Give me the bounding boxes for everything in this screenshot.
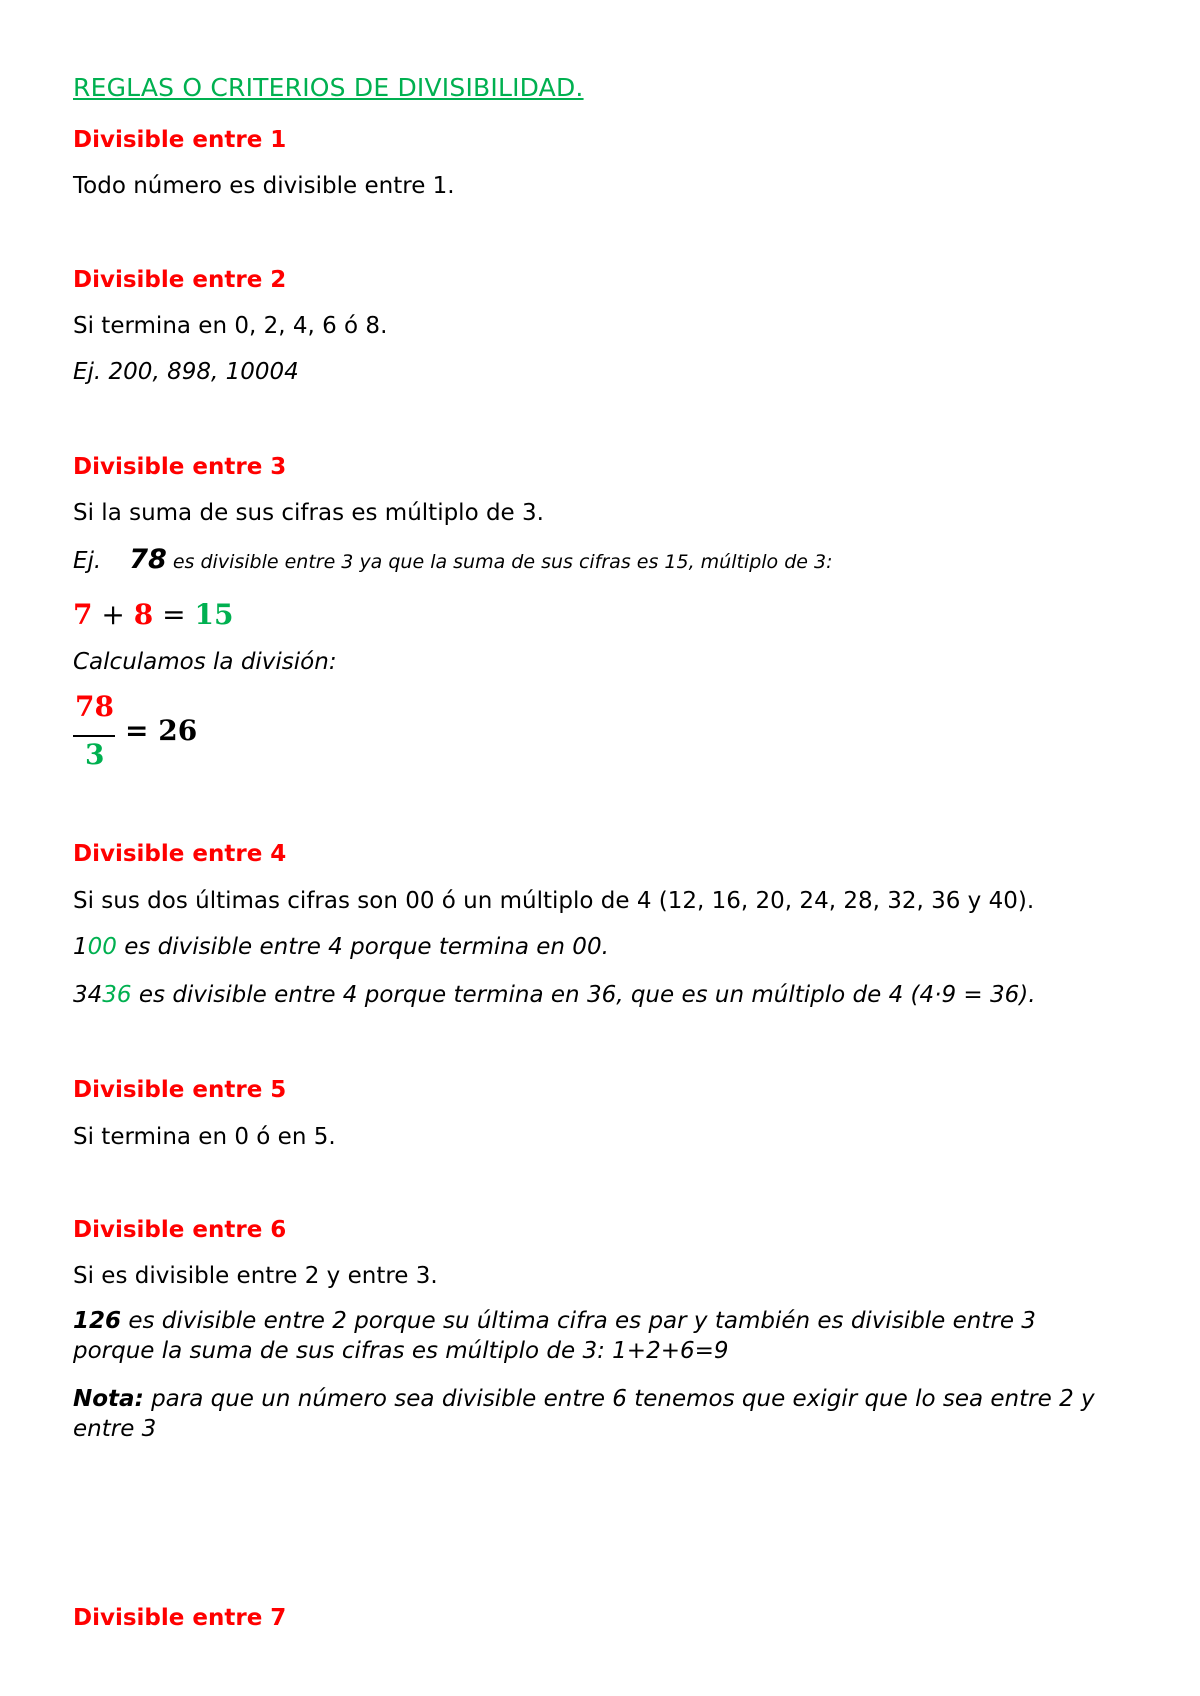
- note-text: para que un número sea divisible entre 6 tenemos que exigir que lo sea entre 2 y entre 3: [73, 1386, 1095, 1442]
- heading-divisible-5: Divisible entre 5: [73, 1077, 287, 1103]
- heading-divisible-4: Divisible entre 4: [73, 841, 287, 867]
- example-divisible-6: [73, 1306, 1123, 1366]
- example-b-ending: 36: [102, 982, 132, 1008]
- note-label: Nota:: [73, 1386, 144, 1412]
- rule-divisible-3: Si la suma de sus cifras es múltiplo de 3.: [73, 500, 544, 526]
- heading-divisible-6: Divisible entre 6: [73, 1217, 287, 1243]
- example-divisible-4-a: [73, 933, 609, 961]
- rule-divisible-5: Si termina en 0 ó en 5.: [73, 1124, 336, 1150]
- fraction-numerator: 78: [75, 690, 114, 723]
- note-divisible-6: [73, 1384, 1123, 1444]
- calc-label: Calculamos la división:: [73, 649, 337, 675]
- division-fraction: [73, 690, 223, 770]
- fraction-bar: [73, 735, 115, 737]
- document-title: REGLAS O CRITERIOS DE DIVISIBILIDAD.: [73, 73, 584, 102]
- heading-divisible-3: Divisible entre 3: [73, 454, 287, 480]
- example-number: 126: [73, 1308, 122, 1334]
- sum-term-a: 7: [73, 598, 93, 631]
- example-divisible-4-b: [73, 981, 1036, 1009]
- example-prefix: Ej.: [73, 548, 102, 574]
- fraction-denominator: 3: [85, 738, 105, 771]
- example-a-ending: 00: [87, 934, 117, 960]
- rule-divisible-1: Todo número es divisible entre 1.: [73, 173, 455, 199]
- sum-term-b: 8: [133, 598, 154, 631]
- example-a-digits: 1: [73, 934, 88, 960]
- rule-divisible-2: Si termina en 0, 2, 4, 6 ó 8.: [73, 313, 388, 339]
- example-b-digits: 34: [73, 982, 103, 1008]
- example-divisible-3: [73, 546, 833, 576]
- example-text: es divisible entre 2 porque su última cifra es par y también es divisible entre 3 porque la suma de sus cifras es múltiplo de 3: 1+2+6=9: [73, 1308, 1036, 1364]
- example-b-text: es divisible entre 4 porque termina en 36, que es un múltiplo de 4 (4·9 = 36).: [131, 982, 1036, 1008]
- example-divisible-2: Ej. 200, 898, 10004: [73, 359, 299, 385]
- fraction-result: = 26: [125, 714, 198, 747]
- sum-plus: +: [92, 598, 134, 631]
- rule-divisible-4: Si sus dos últimas cifras son 00 ó un múltiplo de 4 (12, 16, 20, 24, 28, 32, 36 y 40).: [73, 888, 1035, 914]
- heading-divisible-2: Divisible entre 2: [73, 267, 287, 293]
- example-a-text: es divisible entre 4 porque termina en 00.: [116, 934, 609, 960]
- example-text: es divisible entre 3 ya que la suma de sus cifras es 15, múltiplo de 3:: [166, 551, 833, 573]
- example-number: 78: [129, 544, 167, 575]
- sum-equals: =: [153, 598, 195, 631]
- heading-divisible-7: Divisible entre 7: [73, 1605, 287, 1631]
- heading-divisible-1: Divisible entre 1: [73, 127, 287, 153]
- rule-divisible-6: Si es divisible entre 2 y entre 3.: [73, 1263, 438, 1289]
- digit-sum-equation: [73, 598, 233, 632]
- sum-result: 15: [194, 598, 234, 631]
